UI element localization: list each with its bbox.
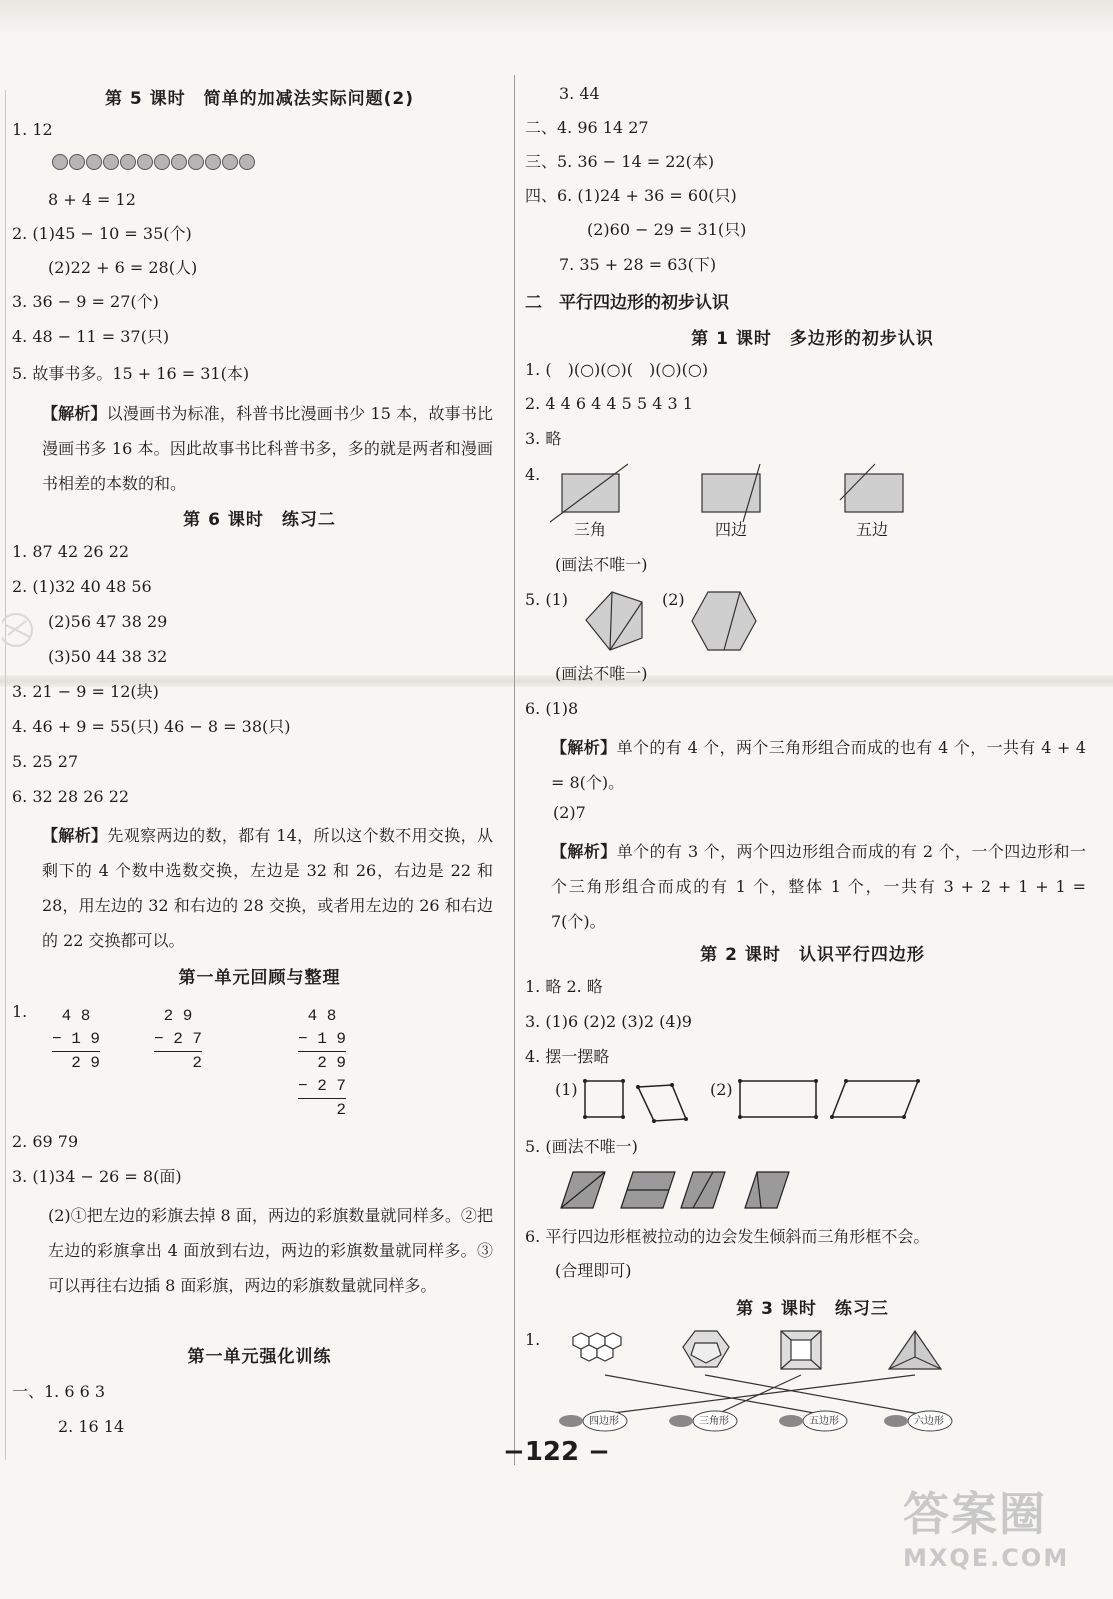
training-6: 四、6. (1)24 + 36 = 60(只) (525, 186, 737, 205)
para-3: 3. (1)6 (2)2 (3)2 (4)9 (525, 1012, 692, 1031)
lesson2-heading: 第 2 课时 认识平行四边形 (700, 945, 925, 965)
lesson6-heading: 第 6 课时 练习二 (183, 510, 336, 530)
analysis-tag: 【解析】 (551, 738, 617, 757)
calc-row: 2 (298, 1098, 346, 1122)
stick-shapes-figure (580, 1075, 930, 1125)
bead (86, 154, 102, 170)
para-6b: (合理即可) (555, 1261, 632, 1280)
stamp-mark (2, 605, 42, 655)
calc-row: 2 9 (154, 1007, 193, 1025)
practice-2b: (2)56 47 38 29 (48, 612, 168, 631)
fish-label-hex: 六边形 (914, 1416, 944, 1427)
poly-1: 1. ( )(○)(○)( )(○)(○) (525, 360, 709, 379)
training-1: 一、1. 6 6 3 (12, 1382, 106, 1401)
para-4b: (2) (710, 1080, 733, 1099)
answer-3: 3. 36 − 9 = 27(个) (12, 292, 159, 311)
column-divider (514, 75, 515, 1465)
analysis-2 (42, 818, 493, 958)
split-parallelograms-figure (553, 1168, 793, 1210)
poly-2: 2. 4 4 6 4 4 5 5 4 3 1 (525, 394, 693, 413)
para-1: 1. 略 2. 略 (525, 977, 603, 996)
pentagon-hexagon-figure (580, 588, 765, 656)
calc-row: 4 8 (52, 1007, 91, 1025)
analysis-1 (42, 396, 493, 501)
lesson1-heading: 第 1 课时 多边形的初步认识 (691, 329, 934, 349)
bead (137, 154, 153, 170)
vertical-calc-1 (52, 1005, 100, 1075)
poly-4: 4. (525, 465, 541, 484)
poly-4-note: (画法不唯一) (555, 555, 648, 574)
page-number: −122 − (503, 1437, 610, 1467)
bead (52, 154, 68, 170)
para-4a: (1) (555, 1080, 578, 1099)
training-2: 2. 16 14 (58, 1417, 125, 1436)
fish-label-tri: 三角形 (699, 1416, 729, 1427)
poly-5: 5. (1) (525, 590, 569, 609)
practice-2: 2. (1)32 40 48 56 (12, 577, 152, 596)
practice-2c: (3)50 44 38 32 (48, 647, 168, 666)
analysis-tag: 【解析】 (42, 826, 108, 845)
bead (205, 154, 221, 170)
para-4: 4. 摆一摆略 (525, 1047, 610, 1066)
analysis-text: 先观察两边的数，都有 14，所以这个数不用交换，从剩下的 4 个数中选数交换，左边是 32 和 26，右边是 22 和 28，用左边的 32 和右边的 28 交换，或者用左边的 26 和右边的 22 交换都可以。 (42, 826, 493, 950)
answer-1-equation: 8 + 4 = 12 (48, 190, 136, 209)
watermark-bottom: MXQE.COM (903, 1544, 1070, 1572)
calc-row: 2 9 (52, 1051, 100, 1075)
poly-6b: (2)7 (553, 803, 586, 822)
practice-4: 4. 46 + 9 = 55(只) 46 − 8 = 38(只) (12, 717, 291, 736)
training-heading: 第一单元强化训练 (187, 1347, 332, 1367)
calc-row: 2 (154, 1051, 202, 1075)
practice-5: 5. 25 27 (12, 752, 79, 771)
bead (188, 154, 204, 170)
fish-label-quad: 四边形 (589, 1416, 619, 1427)
bead (171, 154, 187, 170)
calc-row: − 1 9 (298, 1030, 347, 1048)
poly-5-note: (画法不唯一) (555, 664, 648, 683)
answer-4: 4. 48 − 11 = 37(只) (12, 327, 170, 346)
para-5: 5. (画法不唯一) (525, 1137, 638, 1156)
training-6b: (2)60 − 29 = 31(只) (587, 220, 747, 239)
bead (239, 154, 255, 170)
analysis-text: 以漫画书为标准，科普书比漫画书少 15 本，故事书比漫画书多 16 本。因此故事书比科普书多，多的就是两者和漫画书相差的本数的和。 (42, 404, 493, 493)
vertical-calc-3 (298, 1005, 346, 1122)
ex3-1: 1. (525, 1330, 541, 1349)
label-pentagon: 五边 (856, 520, 889, 539)
calc-row: − 2 7 (154, 1030, 203, 1048)
practice-3: 3. 21 − 9 = 12(块) (12, 682, 159, 701)
review-3: 3. (1)34 − 26 = 8(面) (12, 1167, 182, 1186)
analysis-text: 单个的有 4 个，两个三角形组合而成的也有 4 个，一共有 4 + 4 = 8(个)。 (551, 738, 1086, 792)
top-shadow (0, 0, 1113, 35)
bead (69, 154, 85, 170)
bead-row (52, 154, 255, 170)
calc-row: − 1 9 (52, 1030, 101, 1048)
poly-6: 6. (1)8 (525, 699, 579, 718)
bead (222, 154, 238, 170)
watermark (903, 1478, 1093, 1593)
calc-row: 2 9 (298, 1051, 346, 1075)
vertical-calc-2 (154, 1005, 202, 1075)
watermark-top: 答案圈 (903, 1487, 1047, 1541)
bead (103, 154, 119, 170)
bead (120, 154, 136, 170)
unit2-heading: 二 平行四边形的初步认识 (525, 293, 729, 313)
review-3b: (2)①把左边的彩旗去掉 8 面，两边的彩旗数量就同样多。②把左边的彩旗拿出 4 面放到右边，两边的彩旗数量就同样多。③可以再往右边插 8 面彩旗，两边的彩旗数量就同样多。 (48, 1206, 493, 1295)
review-heading: 第一单元回顾与整理 (178, 968, 341, 988)
practice-1: 1. 87 42 26 22 (12, 542, 130, 561)
training-3: 3. 44 (559, 84, 600, 103)
analysis-3 (551, 730, 1086, 800)
review-1: 1. (12, 1002, 28, 1021)
analysis-tag: 【解析】 (551, 842, 617, 861)
analysis-4 (551, 834, 1086, 939)
answer-2b: (2)22 + 6 = 28(人) (48, 258, 198, 277)
calc-row: − 2 7 (298, 1077, 347, 1095)
poly-3: 3. 略 (525, 429, 562, 448)
lesson3-heading: 第 3 课时 练习三 (736, 1299, 889, 1319)
calc-row: 4 8 (298, 1007, 337, 1025)
label-triangle: 三角 (574, 520, 607, 539)
label-quadrilateral: 四边 (715, 520, 748, 539)
training-7: 7. 35 + 28 = 63(下) (559, 255, 717, 274)
answer-5: 5. 故事书多。15 + 16 = 31(本) (12, 364, 250, 383)
analysis-text: 单个的有 3 个，两个四边形组合而成的有 2 个，一个四边形和一个三角形组合而成的有 1 个，整体 1 个，一共有 3 + 2 + 1 + 1 = 7(个)。 (551, 842, 1086, 931)
practice-6: 6. 32 28 26 22 (12, 787, 130, 806)
poly-5b: (2) (662, 590, 685, 609)
training-5: 三、5. 36 − 14 = 22(本) (525, 152, 715, 171)
analysis-tag: 【解析】 (42, 404, 107, 423)
left-margin-rule (5, 90, 6, 1460)
review-2: 2. 69 79 (12, 1132, 79, 1151)
training-4: 二、4. 96 14 27 (525, 118, 649, 137)
fish-label-pent: 五边形 (809, 1416, 839, 1427)
answer-1: 1. 12 (12, 120, 53, 139)
para-6: 6. 平行四边形框被拉动的边会发生倾斜而三角形框不会。 (525, 1227, 930, 1246)
lesson5-heading: 第 5 课时 简单的加减法实际问题(2) (104, 89, 415, 109)
answer-2: 2. (1)45 − 10 = 35(个) (12, 224, 192, 243)
bead (154, 154, 170, 170)
